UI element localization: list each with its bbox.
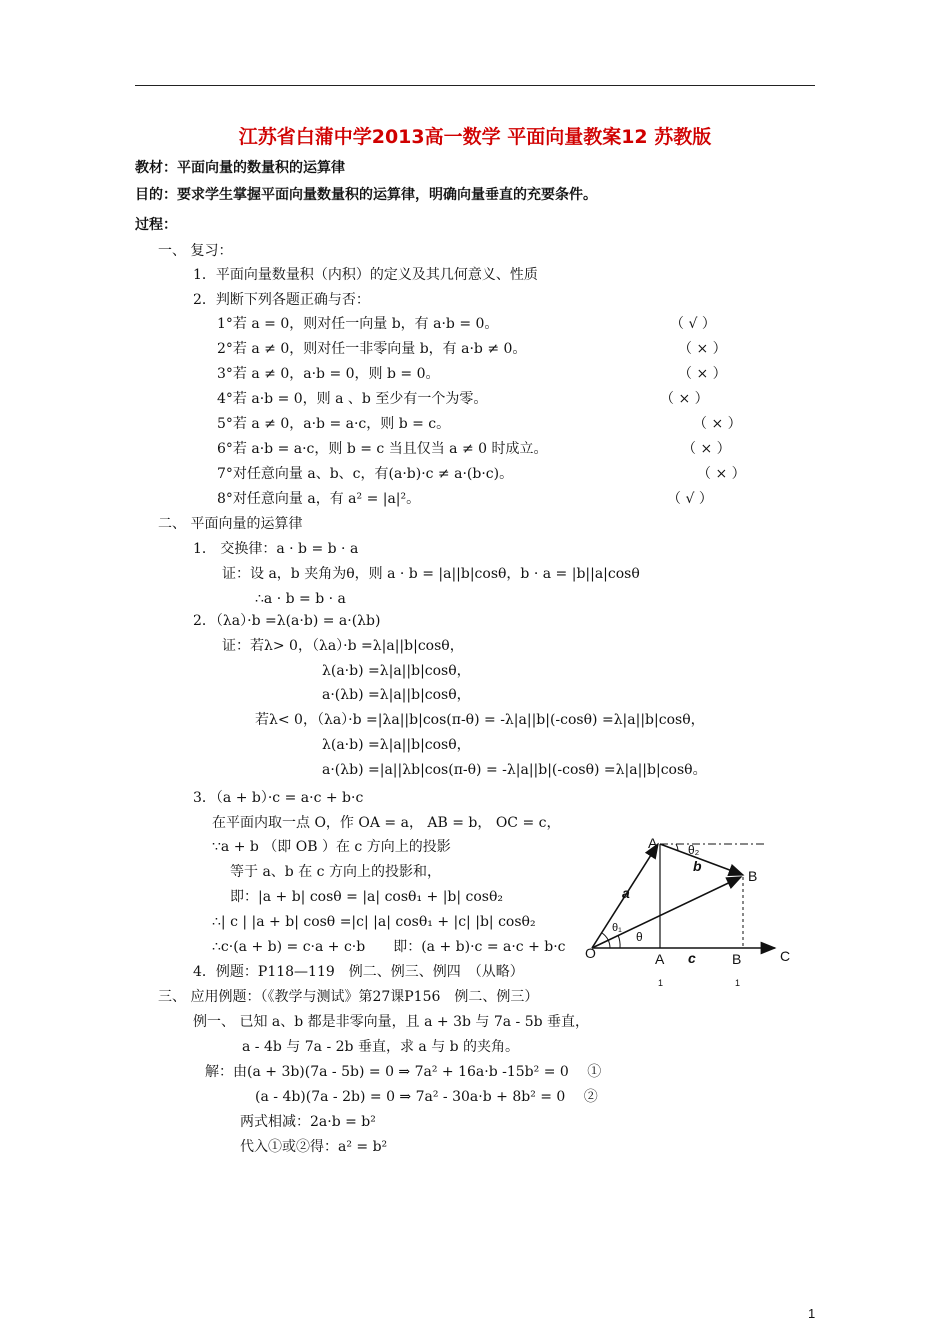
statement-2: 2°若 a ≠ 0，则对任一非零向量 b，有 a·b ≠ 0。: [217, 341, 527, 357]
label-b1-point: B: [732, 951, 742, 967]
review-item-1: 1．平面向量数量积（内积）的定义及其几何意义、性质: [193, 267, 538, 283]
line-textbook: 教材：平面向量的数量积的运算律: [135, 160, 345, 176]
example-1-line-1: 例一、 已知 a、b 都是非零向量，且 a + 3b 与 7a - 5b 垂直，: [193, 1014, 590, 1030]
statement-7: 7°对任意向量 a、b、c，有(a·b)·c ≠ a·(b·c)。: [217, 466, 514, 482]
statement-5: 5°若 a ≠ 0，a·b = a·c，则 b = c。: [217, 416, 451, 432]
statement-4: 4°若 a·b = 0，则 a 、b 至少有一个为零。: [217, 391, 488, 407]
statement-1: 1°若 a = 0，则对任一向量 b，有 a·b = 0。: [217, 316, 499, 332]
page-number: 1: [808, 1306, 816, 1321]
label-vector-a: a: [622, 885, 630, 901]
header-rule: [135, 85, 815, 86]
law-3-that-is: 即：|a + b| cosθ = |a| cosθ₁ + |b| cosθ₂: [230, 889, 504, 905]
law-3-construction: 在平面内取一点 O，作 OA = a， AB = b， OC = c，: [212, 815, 561, 831]
law-2-proof-6: a·(λb) =|a||λb|cos(π-θ) = -λ|a||b|(-cosθ) =λ|a||b|cosθ。: [322, 762, 707, 778]
law-1-proof: 证：设 a，b 夹角为θ，则 a · b = |a||b|cosθ，b · a = |b||a|cosθ: [222, 566, 640, 582]
law-2-proof-3: a·(λb) =λ|a||b|cosθ，: [322, 687, 471, 703]
law-1-conclusion: ∴a · b = b · a: [255, 591, 346, 607]
label-c-point: C: [780, 948, 791, 964]
law-3-equals: 等于 a、b 在 c 方向上的投影和，: [230, 864, 441, 880]
mark-4: （ × ）: [660, 391, 709, 407]
law-3-therefore-1: ∴| c | |a + b| cosθ =|c| |a| cosθ₁ + |c| |b| cosθ₂: [212, 914, 536, 930]
mark-7: （ × ）: [697, 466, 746, 482]
law-2-proof-2: λ(a·b) =λ|a||b|cosθ，: [322, 663, 471, 679]
theta2-arc: [676, 844, 678, 850]
label-o-point: O: [585, 945, 596, 961]
law-3: 3．（a + b）·c = a·c + b·c: [193, 790, 364, 806]
mark-6: （ × ）: [682, 441, 731, 457]
statement-8: 8°对任意向量 a，有 a² = |a|²。: [217, 491, 421, 507]
law-1: 1． 交换律：a · b = b · a: [193, 541, 359, 557]
solution-line-2: (a - 4b)(7a - 2b) = 0 ⇒ 7a² - 30a·b + 8b² = 0 ②: [255, 1089, 598, 1105]
label-a1-point: A: [655, 951, 665, 967]
label-theta: θ: [636, 930, 643, 944]
section-laws: 二、 平面向量的运算律: [158, 516, 303, 532]
theta-arc: [618, 935, 620, 948]
document-title: 江苏省白蒲中学2013高一数学 平面向量教案12 苏教版: [238, 126, 712, 148]
law-2-proof-4: 若λ< 0，（λa）·b =|λa||b|cos(π-θ) = -λ|a||b|(-cosθ) =λ|a||b|cosθ，: [255, 712, 705, 728]
solution-line-4: 代入①或②得：a² = b²: [240, 1139, 388, 1155]
law-3-therefore-2: ∴c·(a + b) = c·a + c·b 即：(a + b)·c = a·c + b·c: [212, 939, 566, 955]
section-examples: 三、 应用例题：（《教学与测试》第27课P156 例二、例三）: [158, 989, 539, 1005]
mark-1: （ √ ）: [670, 316, 716, 332]
label-b-point: B: [748, 868, 758, 884]
label-theta1: θ₁: [612, 922, 622, 934]
mark-5: （ × ）: [693, 416, 742, 432]
mark-2: （ × ）: [678, 341, 727, 357]
law-2-proof-5: λ(a·b) =λ|a||b|cosθ，: [322, 737, 471, 753]
solution-line-1: 解：由(a + 3b)(7a - 5b) = 0 ⇒ 7a² + 16a·b -15b² = 0 ①: [205, 1064, 602, 1080]
law-4-examples: 4．例题：P118—119 例二、例三、例四 （从略）: [193, 964, 524, 980]
label-theta2: θ₂: [688, 843, 700, 857]
law-3-projection: ∵a + b （即 OB ）在 c 方向上的投影: [212, 839, 451, 855]
law-2: 2．（λa）·b =λ(a·b) = a·(λb): [193, 613, 381, 629]
label-a-point: A: [648, 835, 658, 851]
statement-3: 3°若 a ≠ 0，a·b = 0，则 b = 0。: [217, 366, 440, 382]
line-process: 过程：: [135, 217, 177, 233]
law-2-proof-1: 证：若λ> 0，（λa）·b =λ|a||b|cosθ，: [222, 638, 464, 654]
example-1-line-2: a - 4b 与 7a - 2b 垂直，求 a 与 b 的夹角。: [242, 1039, 520, 1055]
review-item-2: 2．判断下列各题正确与否：: [193, 292, 370, 308]
label-subscript-b1: 1: [735, 978, 741, 988]
mark-8: （ √ ）: [667, 491, 713, 507]
label-vector-b: b: [693, 858, 702, 874]
label-vector-c: c: [688, 950, 696, 966]
label-subscript-a1: 1: [658, 978, 664, 988]
section-review: 一、 复习：: [158, 243, 233, 259]
mark-3: （ × ）: [678, 366, 727, 382]
solution-line-3: 两式相减：2a·b = b²: [240, 1114, 376, 1130]
line-purpose: 目的：要求学生掌握平面向量数量积的运算律，明确向量垂直的充要条件。: [135, 187, 597, 203]
statement-6: 6°若 a·b = a·c，则 b = c 当且仅当 a ≠ 0 时成立。: [217, 441, 548, 457]
